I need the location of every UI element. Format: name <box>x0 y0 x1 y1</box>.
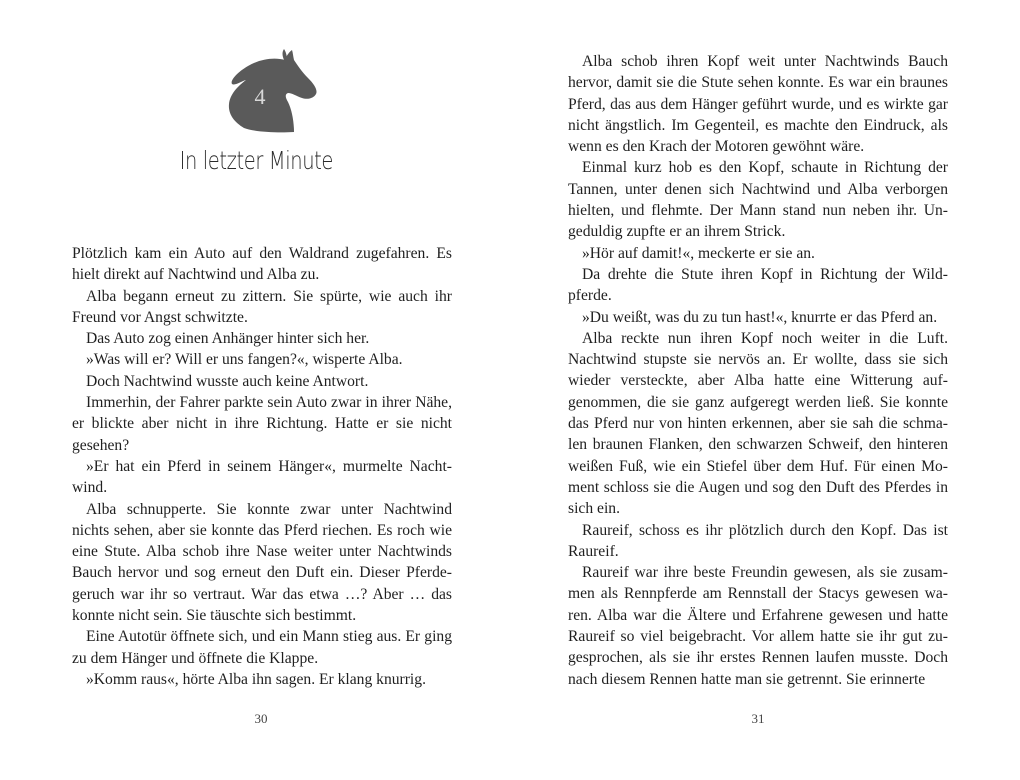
paragraph: »Hör auf damit!«, meckerte er sie an. <box>582 244 815 262</box>
paragraph: Plötzlich kam ein Auto auf den Waldrand zugefahren. Es hielt direkt auf Nachtwind und Alba zu. <box>72 245 452 284</box>
paragraph: Einmal kurz hob es den Kopf, schaute in Richtung der Tannen, unter denen sich Nachtwind und Alba verborgen hielten, und flehmte. Der Mann stand nun neben ihr. Ungeduldig zupfte er an ihrem Strick. <box>568 159 948 241</box>
paragraph: Immerhin, der Fahrer parkte sein Auto zwar in ihrer Nähe, er blickte aber nicht in ihre Richtung. Hatte er sie nicht gesehen? <box>72 394 452 454</box>
paragraph: »Komm raus«, hörte Alba ihn sagen. Er klang knurrig. <box>86 670 426 688</box>
paragraph: Da drehte die Stute ihren Kopf in Richtung der Wildpferde. <box>568 265 948 305</box>
right-page-body <box>568 51 948 690</box>
chapter-number <box>222 48 322 134</box>
paragraph: Raureif war ihre beste Freundin gewesen, als sie zusammen als Rennpferde am Rennstall der Stacys gewesen waren. Alba war die Ältere und Erfahrene gewesen und hatte Raureif so viel beigebracht. Vor allem hatte sie ihr gut zugesprochen, als sie ihr erstes Rennen laufen musste. Doch nach diesem Rennen hatte man sie getrennt. Sie erinnerte <box>568 564 948 688</box>
paragraph: Das Auto zog einen Anhänger hinter sich her. <box>86 330 370 348</box>
paragraph: Alba begann erneut zu zittern. Sie spürte, wie auch ihr Freund vor Angst schwitzte. <box>72 287 452 326</box>
chapter-emblem <box>222 48 322 134</box>
paragraph: Eine Autotür öffnete sich, und ein Mann stieg aus. Er ging zu dem Hänger und öffnete die Klappe. <box>72 628 452 667</box>
paragraph: Alba schnupperte. Sie konnte zwar unter Nachtwind nichts sehen, aber sie konnte das Pferd riechen. Es roch wie eine Stute. Alba schob ihre Nase weiter unter Nachtwinds Bauch hervor und sog erneut den Duft ein. Dieser Pferdegeruch war ihr so vertraut. War das etwa …? Aber … das konnte nicht sein. Sie täuschte sich bestimmt. <box>72 500 452 625</box>
paragraph: »Er hat ein Pferd in seinem Hänger«, murmelte Nachtwind. <box>72 457 452 497</box>
paragraph: Alba schob ihren Kopf weit unter Nachtwinds Bauch hervor, damit sie die Stute sehen konnte. Es war ein braunes Pferd, das aus dem Hänger geführt wurde, und es wirkte gar nicht ängstlich. Im Gegenteil, es machte den Eindruck, als wenn es den Krach der Motoren gewöhnt wäre. <box>568 53 948 156</box>
paragraph: »Was will er? Will er uns fangen?«, wisperte Alba. <box>86 351 403 369</box>
left-page-body <box>72 243 452 690</box>
page-number: 30 <box>254 711 268 726</box>
paragraph: Raureif, schoss es ihr plötzlich durch den Kopf. Das ist Raureif. <box>568 521 948 560</box>
paragraph: Doch Nachtwind wusste auch keine Antwort. <box>86 372 369 390</box>
paragraph: Alba reckte nun ihren Kopf noch weiter in die Luft. Nachtwind stupste sie nervös an. Er wollte, dass sie sich wieder versteckte, aber Alba hatte eine Witterung aufgenommen, die sie ganz aufgeregt werden ließ. Sie konnte das Pferd nur von hinten erkennen, aber sie sah die schmalen braunen Flanken, den schwarzen Schweif, den hinteren weißen Fuß, wie ein Stiefel über dem Huf. Für einen Moment schloss sie die Augen und sog den Duft des Pferdes in sich ein. <box>568 329 948 518</box>
chapter-number-text: 4 <box>254 84 266 109</box>
chapter-title: In letzter Minute <box>179 146 334 175</box>
page-number: 31 <box>751 711 765 726</box>
paragraph: »Du weißt, was du zu tun hast!«, knurrte er das Pferd an. <box>582 308 938 326</box>
